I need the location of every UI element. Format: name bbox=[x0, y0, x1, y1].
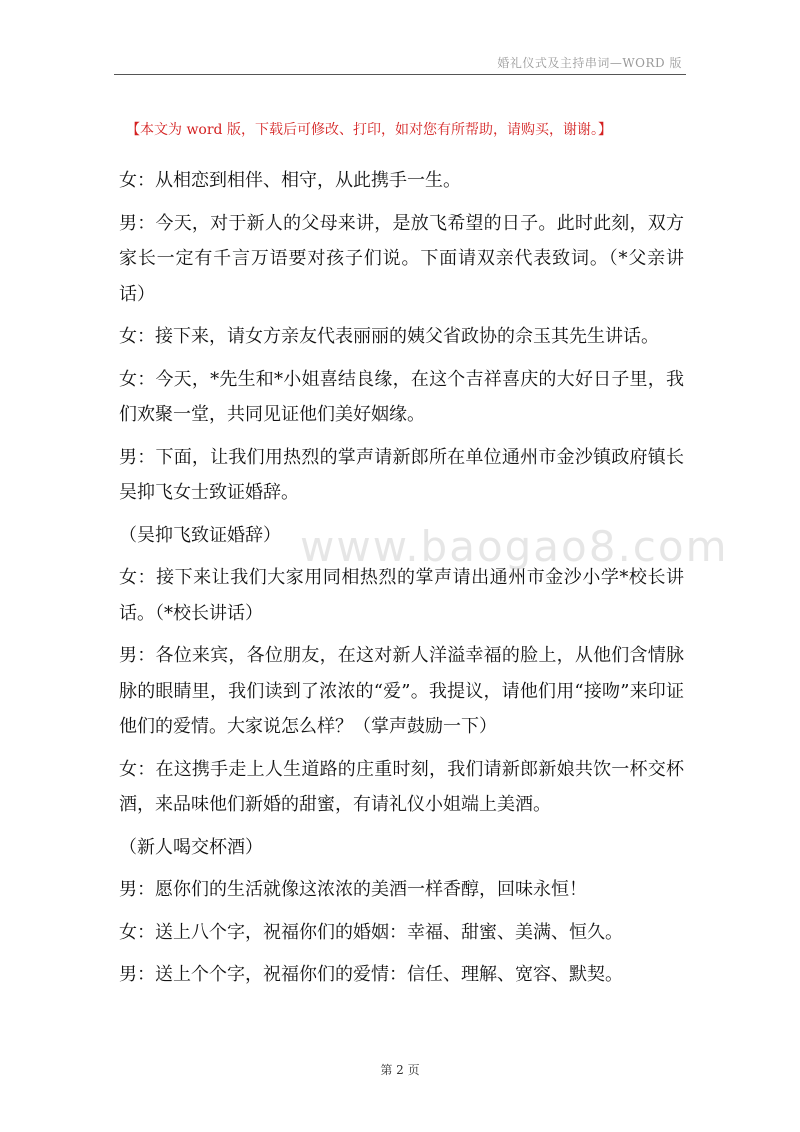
watermark: www.baogao8.com bbox=[300, 522, 729, 571]
paragraph: 男：今天，对于新人的父母来讲，是放飞希望的日子。此时此刻，双方家长一定有千言万语要对孩子们说。下面请双亲代表致词。（*父亲讲话） bbox=[119, 212, 684, 305]
paragraph: 男：愿你们的生活就像这浓浓的美酒一样香醇，回味永恒！ bbox=[119, 879, 587, 900]
paragraph: 女：从相恋到相伴、相守，从此携手一生。 bbox=[119, 170, 461, 191]
paragraph: （新人喝交杯酒） bbox=[119, 836, 263, 858]
page-number: 第 2 页 bbox=[380, 1063, 420, 1077]
purchase-notice: 【本文为 word 版，下载后可修改、打印，如对您有所帮助，请购买，谢谢。】 bbox=[126, 122, 612, 138]
document-body bbox=[119, 163, 684, 1000]
paragraph: 男：各位来宾，各位朋友，在这对新人洋溢幸福的脸上，从他们含情脉脉的眼睛里，我们读到了浓浓的“爱”。我提议，请他们用“接吻”来印证他们的爱情。大家说怎么样？（掌声鼓励一下） bbox=[119, 645, 684, 737]
paragraph: 男：送上个个字，祝福你们的爱情：信任、理解、宽容、默契。 bbox=[119, 964, 623, 985]
paragraph: 男：下面，让我们用热烈的掌声请新郎所在单位通州市金沙镇政府镇长吴抑飞女士致证婚辞。 bbox=[119, 446, 684, 503]
paragraph: 女：今天，*先生和*小姐喜结良缘，在这个吉祥喜庆的大好日子里，我们欢聚一堂，共同见证他们美好姻缘。 bbox=[119, 368, 684, 425]
paragraph: （吴抑飞致证婚辞） bbox=[119, 524, 281, 546]
paragraph: 女：接下来让我们大家用同相热烈的掌声请出通州市金沙小学*校长讲话。（*校长讲话） bbox=[119, 567, 684, 624]
paragraph: 女：送上八个字，祝福你们的婚姻：幸福、甜蜜、美满、恒久。 bbox=[119, 921, 623, 943]
paragraph: 女：接下来，请女方亲友代表丽丽的姨父省政协的佘玉其先生讲话。 bbox=[119, 326, 659, 347]
document-header-title: 婚礼仪式及主持串词—WORD 版 bbox=[497, 56, 682, 70]
header-divider bbox=[114, 74, 686, 75]
paragraph: 女：在这携手走上人生道路的庄重时刻，我们请新郎新娘共饮一杯交杯酒，来品味他们新婚的甜蜜，有请礼仪小姐端上美酒。 bbox=[119, 758, 684, 815]
